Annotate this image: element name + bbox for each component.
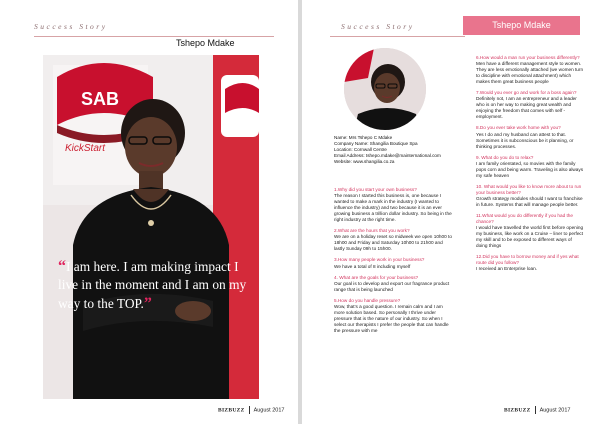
qa-item bbox=[476, 213, 584, 249]
qa-answer: We are on a holiday reset so midweek we open 10h00 to 18h00 and Friday and Saturday 10h00 to 21h00 and lastly Sunday 09h to 15h00. bbox=[334, 234, 452, 252]
pull-quote bbox=[58, 258, 248, 313]
qa-item bbox=[334, 275, 454, 293]
portrait-illustration bbox=[344, 48, 426, 130]
qa-answer: I received an Enterprise loan. bbox=[476, 266, 537, 272]
qa-answer: Yes I do and my husband can attest to that. Sometimes it is subconscious be it planning, or thinking processes. bbox=[476, 131, 574, 149]
qa-question: 9. What do you do to relax? bbox=[476, 154, 534, 160]
interview-column-middle bbox=[334, 187, 454, 339]
quote-text: I am here. I am making impact I live in the moment and I am on my way to the TOP. bbox=[58, 259, 247, 311]
qa-question: 1.Why did you start your own business? bbox=[334, 187, 417, 192]
left-section-title: Success Story bbox=[34, 22, 108, 31]
qa-item bbox=[476, 184, 584, 208]
left-footer-date: August 2017 bbox=[253, 407, 285, 414]
detail-location: Location: Cornwall Centre bbox=[334, 147, 387, 153]
detail-website: Website: www.shangilia.co.za bbox=[334, 159, 395, 165]
qa-answer: Men have a different management style to women. They are less emotionally attached (we women turn to discipline with emotional attachment) which makes them great business people bbox=[476, 61, 584, 85]
qa-answer: Wow, that’s a good question. I remain calm and I am more solution based. So personally I thrive under pressure that is the nature of our industry. So when I select our therapists I prefer the people that can handle the pressure with me bbox=[334, 303, 449, 333]
detail-name: Name: Mrs Tshepo C Mdake bbox=[334, 135, 393, 140]
left-header-name: Tshepo Mdake bbox=[176, 38, 235, 48]
sab-sign-text: SAB bbox=[81, 89, 120, 109]
kickstart-sign-text: KickStart bbox=[65, 143, 106, 154]
quote-open-mark: “ bbox=[58, 258, 66, 275]
qa-question: 12.Did you have to borrow money and if yes what route did you follow? bbox=[476, 254, 579, 266]
qa-question: 8.Do you ever take work home with you? bbox=[476, 125, 561, 131]
qa-answer: Growth strategy modules should I want to franchise in future. Systems that will manage people better. bbox=[476, 195, 583, 207]
left-footer bbox=[218, 406, 284, 414]
qa-item bbox=[334, 257, 454, 269]
portrait-photo bbox=[344, 48, 426, 130]
qa-answer: Definitely not, I am an entrepreneur and a leader who is on her way to making great wealth and enjoying the freedom that comes with self - employment. bbox=[476, 96, 577, 120]
qa-answer: Our goal is to develop and export our fragrance product range that is being launched bbox=[334, 280, 450, 292]
qa-answer: I would have travelled the world first before opening my business, like work on a Cruise – liner to perfect my skill and to be exposed to different ways of doing things bbox=[476, 225, 584, 249]
qa-answer: I am family orientated, so movies with the family pops corn and being warm. Traveling is also always my safe heaven bbox=[476, 160, 584, 178]
qa-answer: The reason I started this business is, one because I wanted to make a mark in the industry (I wanted to influence the industry) and two because it is an ever growing business a trillion dollar industry. So being in the right industry at the right time. bbox=[334, 193, 452, 223]
qa-item bbox=[476, 155, 584, 179]
qa-item bbox=[476, 55, 584, 85]
right-section-title: Success Story bbox=[341, 22, 415, 31]
qa-question: 7.Would you ever go and work for a boss again? bbox=[476, 90, 577, 96]
qa-question: 4. What are the goals for your business? bbox=[334, 274, 419, 280]
qa-item bbox=[476, 125, 584, 149]
left-footer-separator bbox=[249, 406, 250, 414]
qa-item bbox=[476, 90, 584, 120]
left-page bbox=[0, 0, 298, 424]
left-header-rule bbox=[34, 36, 274, 37]
interview-column-right bbox=[476, 55, 584, 277]
left-footer-brand: BIZBUZZ bbox=[218, 407, 245, 414]
detail-company: Company Name: Shangilia Boutique Spa bbox=[334, 141, 418, 147]
qa-question: 10. What would you like to know more about to run your business better? bbox=[476, 183, 582, 195]
qa-answer: We have a total of 8 including myself bbox=[334, 263, 411, 269]
detail-email: Email Address: tshepo.mdake@mainternational.com bbox=[334, 153, 441, 159]
qa-item bbox=[476, 254, 584, 272]
qa-item bbox=[334, 228, 454, 252]
qa-item bbox=[334, 187, 454, 223]
qa-question: 3.How many people work in your business? bbox=[334, 257, 425, 263]
photo-illustration bbox=[43, 55, 259, 399]
qa-question: 11.What would you do differently if you had the chance? bbox=[476, 213, 574, 225]
right-header-rule bbox=[330, 36, 465, 37]
right-footer bbox=[504, 406, 570, 414]
name-tab: Tshepo Mdake bbox=[463, 16, 580, 35]
qa-question: 2.What are the hours that you work? bbox=[334, 228, 410, 234]
right-footer-brand: BIZBUZZ bbox=[504, 407, 531, 414]
cover-photo bbox=[43, 55, 259, 399]
qa-item bbox=[334, 298, 454, 334]
qa-question: 6.How would a man run your business differently? bbox=[476, 55, 580, 60]
right-footer-date: August 2017 bbox=[539, 407, 571, 414]
quote-close-mark: ” bbox=[143, 294, 152, 312]
qa-question: 5.How do you handle pressure? bbox=[334, 297, 401, 303]
right-footer-separator bbox=[535, 406, 536, 414]
contact-details bbox=[334, 135, 474, 165]
